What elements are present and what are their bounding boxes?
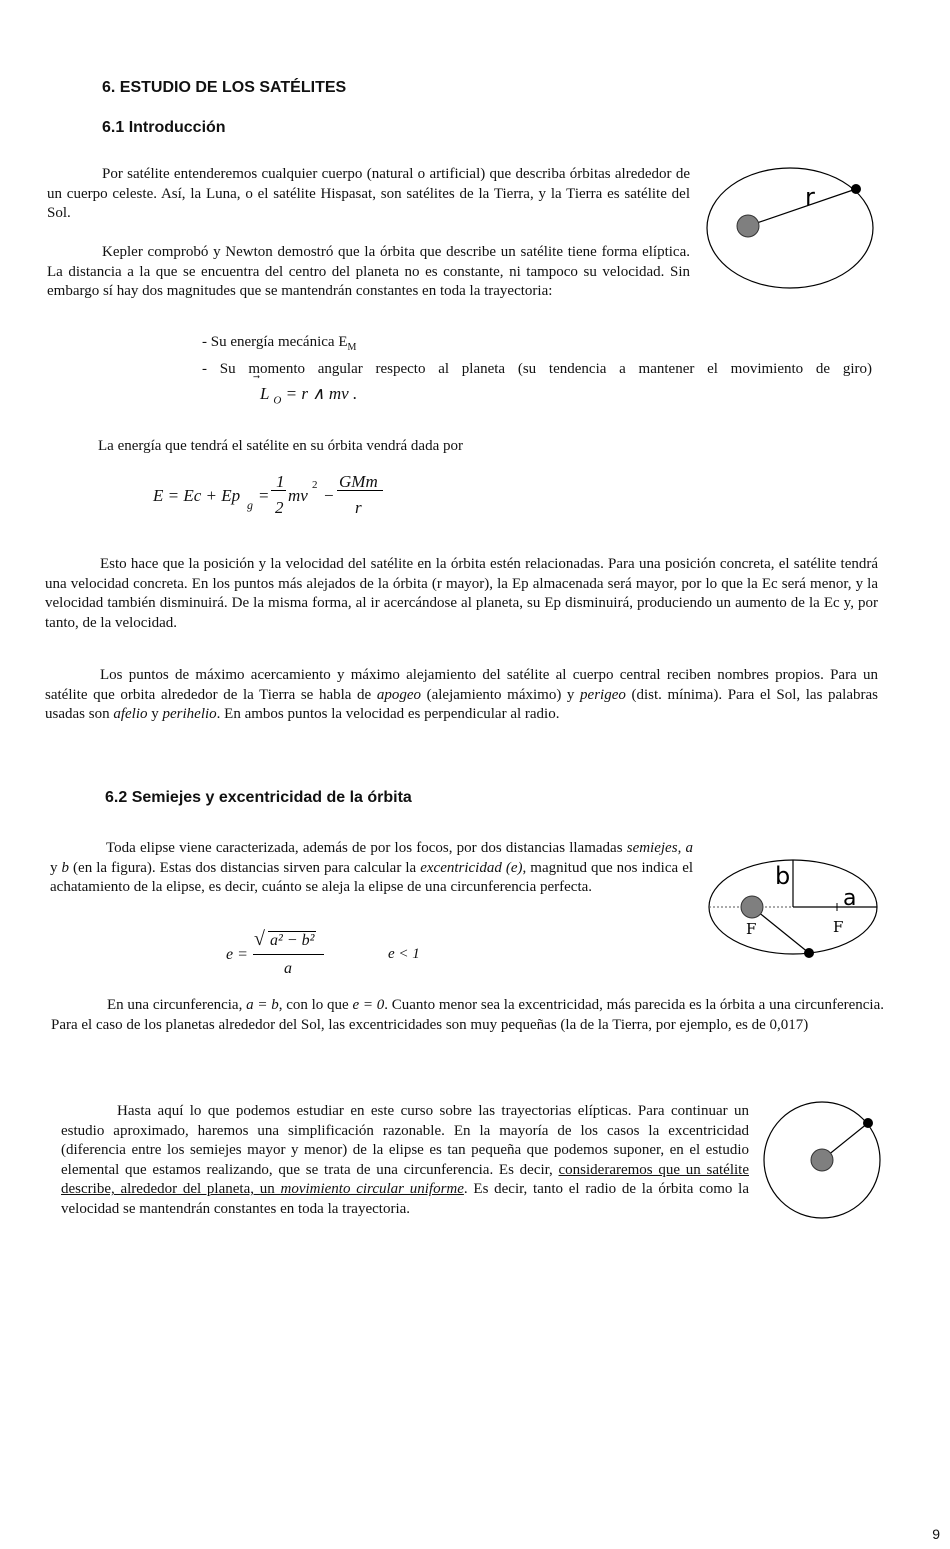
label-b: b [775,862,791,890]
orbit-ellipse-figure [702,163,882,293]
subsection-title-semiejes: 6.2 Semiejes y excentricidad de la órbita [105,789,412,806]
paragraph-apogeo-perigeo: Los puntos de máximo acercamiento y máximo alejamiento del satélite al cuerpo central reciben nombres propios. Para un satélite que orbita alrededor de la Tierra se habla de apogeo (alejamiento máximo) y perigeo (dist. mínima). Para el Sol, las palabras usadas son afelio y perihelio. En ambos puntos la velocidad es perpendicular al radio. [45,667,878,723]
planet-dot [741,896,763,918]
satellite-dot [804,948,814,958]
label-focus-2: F [833,918,844,936]
subsection-title-introduccion: 6.1 Introducción [102,119,226,136]
radius-label: r [805,183,815,211]
angular-momentum-formula: L $_O$ = r ∧ mv . [260,384,358,407]
bullet-energia-mecanica: - Su energía mecánica $E_M$ [202,334,357,353]
paragraph-semiejes: Toda elipse viene caracterizada, además de por los focos, por dos distancias llamadas semiejes, a y b (en la figura). Estas dos distancias sirven para calcular la excentricidad (e), magnitud que nos indica el achatamiento de la elipse, es decir, cuánto se aleja la elipse de una circunferencia perfecta. [50,840,694,896]
satellite-dot [863,1118,873,1128]
planet-dot [811,1149,833,1171]
circular-orbit-figure [760,1097,890,1227]
bullet-momento-angular: - Su momento angular respecto al planeta (su tendencia a mantener el movimiento de giro) [202,361,872,377]
radius-line [748,189,856,226]
section-title: 6. ESTUDIO DE LOS SATÉLITES [102,79,347,96]
paragraph-kepler-newton: Kepler comprobó y Newton demostró que la órbita que describe un satélite tiene forma elíptica. La distancia a la que se encuentra del centro del planeta no es constante, ni tampoco su velocidad. Sin embargo sí hay dos magnitudes que se mantendrán constantes en toda la trayectoria: [47,244,690,300]
satellite-dot [851,184,861,194]
planet-dot [737,215,759,237]
paragraph-circunferencia: En una circunferencia, a = b, con lo que e = 0. Cuanto menor sea la excentricidad, más parecida es la órbita a una circunferencia. Para el caso de los planetas alrededor del Sol, las excentricidades son muy pequeñas (la de la Tierra, por ejemplo, es de 0,017) [51,997,884,1033]
semiaxes-ellipse-figure [706,856,886,966]
label-focus-1: F [746,920,757,938]
orbit-ellipse [707,168,873,288]
page-number: 9 [932,1526,940,1542]
eccentricity-condition: e < 1 [388,946,420,962]
paragraph-energia-orbita: La energía que tendrá el satélite en su órbita vendrá dada por [98,438,463,454]
paragraph-posicion-velocidad: Esto hace que la posición y la velocidad del satélite en la órbita estén relacionadas. Para una posición concreta, el satélite tendrá una velocidad concreta. En los puntos más alejados de la órbita (r mayor), la Ep almacenada será mayor, por lo que la Ec será menor, y la velocidad también disminuirá. De la misma forma, al ir acercándose al planeta, su Ep disminuirá, produciendo un aumento de la Ec y, por tanto, de la velocidad. [45,556,878,631]
paragraph-satelite-definicion: Por satélite entenderemos cualquier cuerpo (natural o artificial) que describa órbitas alrededor de un cuerpo celeste. Así, la Luna, o el satélite Hispasat, son satélites de la Tierra, y la Tierra es satélite del Sol. [47,166,690,222]
label-a: a [843,886,857,911]
paragraph-movimiento-circular: Hasta aquí lo que podemos estudiar en este curso sobre las trayectorias elípticas. Para continuar un estudio aproximado, haremos una simplificación razonable. En la mayoría de los casos la excentricidad (diferencia entre los semiejes mayor y menor) de la elipse es tan pequeña que podemos suponer, en el estudio elemental que estamos realizando, que se trata de una circunferencia. Es decir, consideraremos que un satélite describe, alrededor del planeta, un movimiento circular uniforme. Es decir, tanto el radio de la órbita como la velocidad se mantendrán constantes en toda la trayectoria. [61,1103,750,1217]
